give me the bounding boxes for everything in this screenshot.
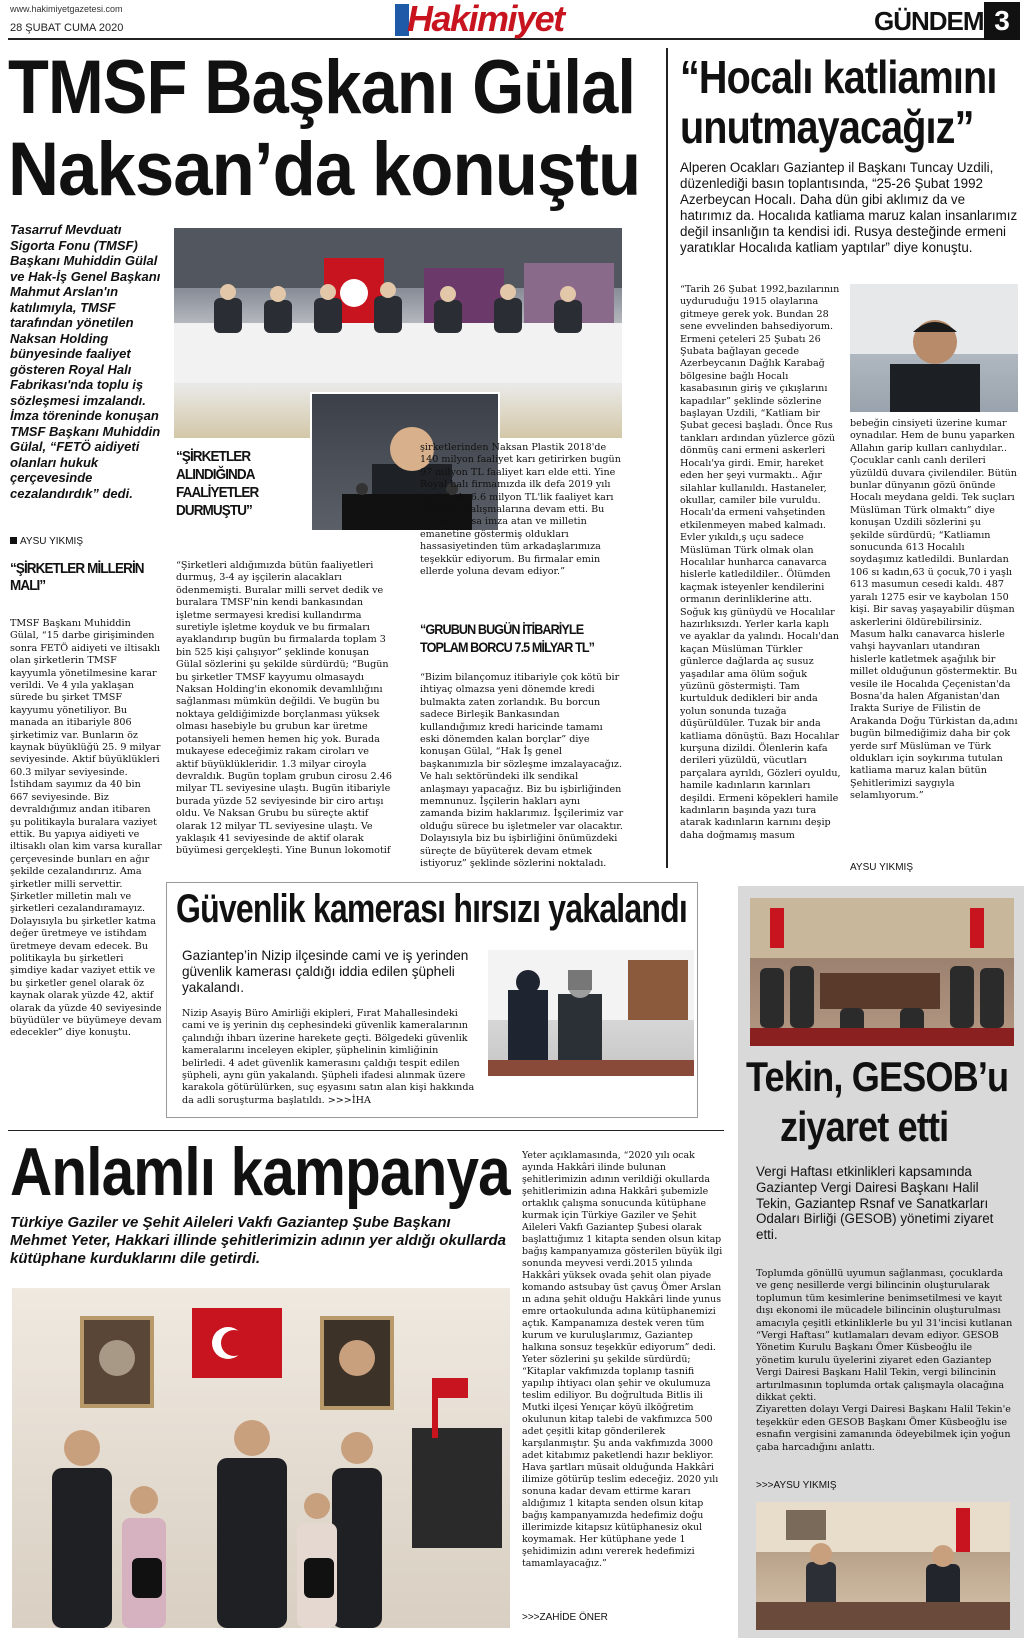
tekin-headline-line1: Tekin, GESOB’u — [746, 1053, 1009, 1100]
tmsf-headline-line2: Naksan’da konuştu — [8, 127, 641, 212]
hocali-lede: Alperen Ocakları Gaziantep il Başkanı Tuncay Uzdili, düzenlediği basın toplantısında, “25-26 Şubat 1992 Azerbeycan Hocalı. Daha dün gibi aklımız da ve hatırımız da. Hocalıda katliama maruz kalan insanlarımız değil insanlığın ta kendisi idi. Rusya desteğinde ermeni yaratıklar Hocalıda katliam yaptılar” diye konuştu. — [680, 160, 1018, 255]
guvenlik-arrest-photo — [488, 950, 694, 1076]
kampanya-body: Yeter açıklamasında, “2020 yılı ocak ayında Hakkâri ilinde bulunan şehitlerimizin adının verildiği okullarda şehitlerimizin adına Hakkâri şubemizle ortaklık çalışma sonucunda kütüphane kurmak için Türkiye Gaziler ve Şehit Aileleri Vakfı Gaziantep Şubesi olarak başlattığımız 1 kitapta senden olsun kitap bağış kampanyamıza gösterilen büyük ilgi sonunda meyvesi verdi.2015 yılında Hakkâri yüksek ovada şehit olan piyade komando astsubay üst çavuş Ömer Arslan ın adına şehit olduğu Hakkâri linde yunus emre ortaokulunda adına kütüphanemizi açtık. Kampanamıza destek veren tüm kurum ve kuruluşlarımız, Gaziantep halkına sonsuz teşekkür ediyorum” dedi. Yeter sözlerini şu şekilde sürdürdü; “Kitaplar vakfımızda toplanıp tasnifi yapılıp ihtiyacı olan şehir ve okulumuza teslim ediliyor. Bu doğrultuda Bitlis ili Mutki ilçesi Yenıçar köyü ilköğretim okulunun kitap talebi de vakfımızca 500 adet çeşitli kitap gönderilerek karşılanmıştır. Şu anda vakfımızda 3000 adet kitabımız paketlendi hazır bekliyor. Hava şartları müsait olduğunda Hakkâri ilimize götürüp teslim edeceğiz. 2020 yılı sonuna kadar devam ettirme kararı aldığımız 1 kitapta senden olsun kitap bağış kampanyamızda hedefimiz doğu illerimizde kitapsız kütüphanesiz okul koymamak. Her kütüphane yede 1 şehidimizin adını vererek hedefimizi tamamlayacağız.” — [522, 1150, 723, 1569]
office-illustration — [756, 1502, 1010, 1630]
kampanya-lede: Türkiye Gaziler ve Şehit Aileleri Vakfı Gaziantep Şube Başkanı Mehmet Yeter, Hakkari illinde şehitlerimizin adının yer aldığı okullarda kütüphane kurduklarını dile getirdi. — [10, 1214, 506, 1267]
arrest-illustration — [488, 950, 694, 1076]
tekin-body: Toplumda gönüllü uyumun sağlanması, çocuklarda ve genç nesillerde vergi bilincinin oluşturularak toplumun tüm kesimlerine benimsetilmesi ve kayıt dışı ekonomi ile mücadele bilincinin oluşturulması amacıyla çeşitli etkinliklerle bu yıl 31'incisi kutlanan “Vergi Haftası” kutlamaları devam ediyor. GESOB Yönetim Kurulu Başkanı Ömer Küsbeoğlu ile yönetim kurulu üyelerini ziyaret eden Gaziantep Vergi Dairesi Başkanı Halil Tekin, vergi bilincinin artırılmasının toplumda ortak çalışmayla olacağına dikkat çekti. Ziyaretten dolayı Vergi Dairesi Başkanı Halil Tekin'e teşekkür eden GESOB Başkanı Ömer Küsbeoğlu ise esnafın vergisini zamanında ödeyebilmek için yoğun çaba harcadığını anlattı. — [756, 1268, 1013, 1453]
page-number-box — [984, 2, 1020, 40]
tmsf-column-4: “Bizim bilançomuz itibariyle çok kötü bir ihtiyaç olmazsa yeni dönemde kredi bulmakta zaten zorlandık. Bu borcun sadece Birleşik Bankasından kullandığımız kredi haricinde tamamı eski dönemden kalan borçlar” diye konuşan Gülal, “Hak İş genel başkanımızla bir sözleşme imzalayacağız. Ve halı sektöründeki ilk sendikal anlaşmayı yapacağız. Biz bu işbirliğinden memnunuz. İşçilerin hakları aynı zamanda bizim haklarımız. İşçilerimiz var olduğu sürece bu işletmeler var olacaktır. Dolayısıyla biz bu işbirliğini önümüzdeki süreçte de büyüterek devam etmek istiyoruz” şeklinde sözlerini noktaladı. — [420, 672, 624, 870]
hocali-speaker-illustration — [850, 284, 1018, 412]
tmsf-byline-text: AYSU YIKMIŞ — [20, 536, 83, 547]
guvenlik-lede: Gaziantep’in Nizip ilçesinde cami ve iş yerinden güvenlik kamerası çaldığı iddia edilen şüpheli yakalandı. — [182, 948, 469, 995]
hocali-byline: AYSU YIKMIŞ — [850, 862, 913, 873]
kampanya-byline: >>>ZAHİDE ÖNER — [522, 1612, 608, 1623]
issue-date: 28 ŞUBAT CUMA 2020 — [10, 22, 124, 34]
hocali-headline: “Hocalı katliamını unutmayacağız” — [680, 51, 997, 153]
hocali-column-2: bebeğin cinsiyeti üzerine kumar oynadılar. Hem de bunu yaparken Allahın garip kulları canlıydılar.. Çocuklar canlı canlı derileri yüzüldü duvara çivilendiler. Bütün bunlar dünyanın gözü önünde Hocalı meydana geldi. Tek suçları Müslüman Türk olmaktı” diye konuşan Uzdili sözlerini şu şekilde sürdürdü; “Katliamın sonucunda 613 Hocalılı soydaşımız katledildi. Bunlardan 106 sı kadın,63 ü çocuk,70 i yaşlı 613 masumun cesedi kaldı. 487 yaralı 1275 esir ve kaybolan 150 kişi. Bir savaş yaşayabilir düşman askerlerini öldürebilirsiniz. Masum halkı canavarca hislerle vahşi hayvanları utandıran hislerle katletmek aşağılık bir millet olduğunun göstermektir. Bu vesile ile Hocalıda Çeçenistan'da Bosna'da halen Afganistan'dan Irakta Suriye de Filistin de Arakanda Doğu Türkistan da,adını bugün bilmediğimiz daha bir çok yerde sırf Müslüman ve Türk oldukları için soykırıma tutulan katliama maruz kalan bütün Şehitlerimizi saygıyla selamlıyorum.” — [850, 418, 1018, 802]
meeting-illustration — [750, 898, 1014, 1046]
section-label: GÜNDEM — [874, 6, 984, 36]
tmsf-column-2: “Şirketleri aldığımızda bütün faaliyetleri durmuş, 3-4 ay işçilerin alacakları ödenmemişti. Buralar milli servet dedik ve buralara TMSF'nin kendi bankasından işletme sermayesi kredisi kullandırma suretiyle işletme koyduk ve bu firmaları ayaklandırıp bugün bu firmalarda toplam 3 bin 525 kişi çalışıyor” şeklinde konuşan Gülal sözlerini şu şekilde sürdürdü; “Bugün bu şirketler TMSF kayyumu olmasaydı Naksan Holding'in ekonomik devamlılığını sağlanması mümkün değildi. Ve bugün bu noktaya geldiğimizde borçlanması yüksek olması hasebiyle bu grubun kar üretme potansiyeli hemen hemen hiç yok. Burada mukayese edeceğimiz rakam ciroları ve aktif büyüklükleridir. 1.3 milyar ciroyla devraldık. Bugün toplam grubun cirosu 2.46 milyar TL seviyesine ulaştı. Bugün itibariyle burada yüzde 52 seviyesinde bir ciro artışı oldu. Ve Naksan Grubu bu süreçte aktif olarak 12 milyar TL seviyesine ulaştı. Ve yaklaşık 41 seviyesinde de aktif olarak büyümesi gerçekleşti. Yine Bunun lokomotif — [176, 560, 392, 857]
tmsf-subhead-3: “GRUBUN BUGÜN İTİBARİYLE TOPLAM BORCU 7.5 MİLYAR TL” — [420, 621, 595, 655]
tmsf-headline-line1: TMSF Başkanı Gülal — [8, 45, 636, 130]
column-divider — [666, 48, 668, 868]
hocali-speaker-photo — [850, 284, 1018, 412]
tmsf-subhead-1: “ŞİRKETLER MİLLERİN MALI” — [10, 560, 144, 594]
guvenlik-headline: Güvenlik kamerası hırsızı yakalandı — [176, 887, 687, 931]
tmsf-column-1: TMSF Başkanı Muhiddin Gülal, “15 darbe girişiminden sonra FETÖ aidiyeti ve iltisaklı olan şirketlerin TMSF kayyumla yönetilmesine karar verildi. Ve 4 yıla yaklaşan sürede bu şirket TMSF kayyumu yönetiliyor. Bu manada an itibariyle 806 şirketimiz var. Bunların öz kaynak büyüklüğü 25. 9 milyar seviyesinde. Aktif büyüklükleri 60.3 milyar seviyesinde. İstihdam sayımız da 40 bin 667 seviyesinde. Biz devraldığımız andan itibaren şu politikayla buralara vaziyet ettik. Bu yapıya aidiyeti ve iltisaklı olan kim varsa kurallar çerçevesinde bunları en ağır şekilde cezalandırırız. Ama şirketler milli servettir. Şirketler milletin malı ve şirketleri cezalandıramayız. Dolayısıyla bu şirketler katma değer üretmeye ve istihdam üretmeye devam edecek. Bu politikayla bu şirketleri şimdiye kadar vaziyet ettik ve bu şirketler genel olarak öz kaynak olarak yüzde 42, aktif olarak da yüzde 40 seviyesinde büyüdüler ve büyümeye devam edecekler” diye konuştu. — [10, 618, 162, 1039]
library-illustration — [12, 1288, 510, 1628]
tekin-byline: >>>AYSU YIKMIŞ — [756, 1480, 837, 1491]
page-number: 3 — [994, 5, 1010, 36]
tmsf-byline — [10, 536, 83, 547]
byline-marker — [10, 537, 17, 544]
kampanya-library-photo — [12, 1288, 510, 1628]
tmsf-lede: Tasarruf Mevduatı Sigorta Fonu (TMSF) Başkanı Muhiddin Gülal ve Hak-İş Genel Başkanı Mahmut Arslan'ın katılımıyla, TMSF tarafından yönetilen Naksan Holding bünyesinde faaliyet gösteren Royal Halı Fabrikası'nda toplu iş sözleşmesi imzalandı. İmza töreninde konuşan TMSF Başkanı Muhiddin Gülal, “FETÖ aidiyeti olanları hukuk çerçevesinde cezalandırdık” dedi. — [10, 222, 161, 501]
tmsf-column-3: şirketlerinden Naksan Plastik 2018'de 140 milyon faaliyet karı getirirken bugün 97 milyon TL faaliyet karı elde etti. Yine Royal halı firmamızda ilk defa 2019 yılı içerisinde 6.6 milyon TL'lik faaliyet karı üreterek çalışmalarına devam etti. Bu performansa imza atan ve milletin emanetine göstermiş oldukları hassasiyetinden tüm arkadaşlarımıza teşekkür ediyorum. Bu firmalar emin ellerde yoluna devam ediyor.” — [420, 442, 621, 578]
hocali-column-1: “Tarih 26 Şubat 1992,bazılarının uyduruduğu 1915 olaylarına gitmeye gerek yok. Bundan 28 sene evvelinden bahsediyorum. Ermeni çeteleri 25 Şubatı 26 Şubata bağlayan gecede Azerbeycanın Dağlık Karabağ bölgesine bağlı Hocalı kasabasının giriş ve çıkışlarını kapadılar” şeklinde sözlerine başlayan Uzdili, “Katliam bir Şubat gecesi başladı. Önce Rus tankları ardından yüzlerce gözü dönmüş cani ermeni askerleri Hocalı'ya girdi. Emir, hareket eden her şeyi vurmaktı.. Ağır silahlar kullanıldı. Hastaneler, okullar, camiler bile vuruldu. Hocalı'da ermeni vahşetinden etkilenmeyen mabed kalmadı. Evler yıkıldı,ş uçu sadece Müslüman Türk olmak olan Hocalılar hunharca canavarca hislerle katledildiler.. Ölümden kaçmak isteyenler kendilerini ormanın derinliklerine attı. Soğuk kış günüydü ve Hocalılar hazırlıksızdı. Yerler karla kaplı ve ayaklar da yalındı. Hocalı'dan kaçan Müslüman Türkler günlerce dağlarda aç susuz yaşadılar ama ölüm soğuk yüzünü göstermişti. Tam kurtulduk dedikleri bir anda yolun sonunda tuzağa düşürüldüler. Tuzak bir anda katliama dönüştü. Bazı Hocalılar kurşuna dizildi. Ölenlerin kafa derileri yüzüldü, vücutları parçalara ayrıldı, Gözleri oyuldu, hamile kadınların karınları deşildi. Ermeni köpekleri hamile kadınların başında yazı tura atarak kadınların karnını deşip daha doğmamış masum — [680, 284, 841, 841]
logo-text: Hakimiyet — [407, 0, 564, 39]
website-url[interactable]: www.hakimiyetgazetesi.com — [10, 4, 123, 14]
guvenlik-body: Nizip Asayiş Büro Amirliği ekipleri, Fırat Mahallesindeki cami ve iş yerinin dış cephesindeki güvenlik kameralarının çalındığı ihbarı üzerine harekete geçti. Bölgedeki güvenlik kameralarını inceleyen ekipler, şüphelinin kimliğinin belirledi. 4 adet güvenlik kamerasını çaldığı tespit edilen şüpheli, aynı gün yakalandı. Şüpheli ifadesi alınmak üzere karakola götürülürken, suç eşyasını satın alan kişi hakkında da adli soruşturma başlatıldı. >>>İHA — [182, 1008, 475, 1106]
newspaper-logo — [395, 0, 585, 40]
tekin-lede: Vergi Haftası etkinlikleri kapsamında Gaziantep Vergi Dairesi Başkanı Halil Tekin, Gaziantep Rsnaf ve Sanatkarları Odaları Birliği (GESOB) yönetimi ziyaret etti. — [756, 1164, 994, 1243]
kampanya-rule — [8, 1130, 724, 1131]
kampanya-headline: Anlamlı kampanya — [10, 1134, 510, 1210]
tekin-meeting-photo — [750, 898, 1014, 1046]
tekin-office-photo — [756, 1502, 1010, 1630]
tmsf-subhead-2: “ŞİRKETLER ALINDIĞINDA FAALİYETLER DURMUŞTU” — [176, 448, 259, 519]
tekin-headline-line2: ziyaret etti — [780, 1103, 949, 1150]
